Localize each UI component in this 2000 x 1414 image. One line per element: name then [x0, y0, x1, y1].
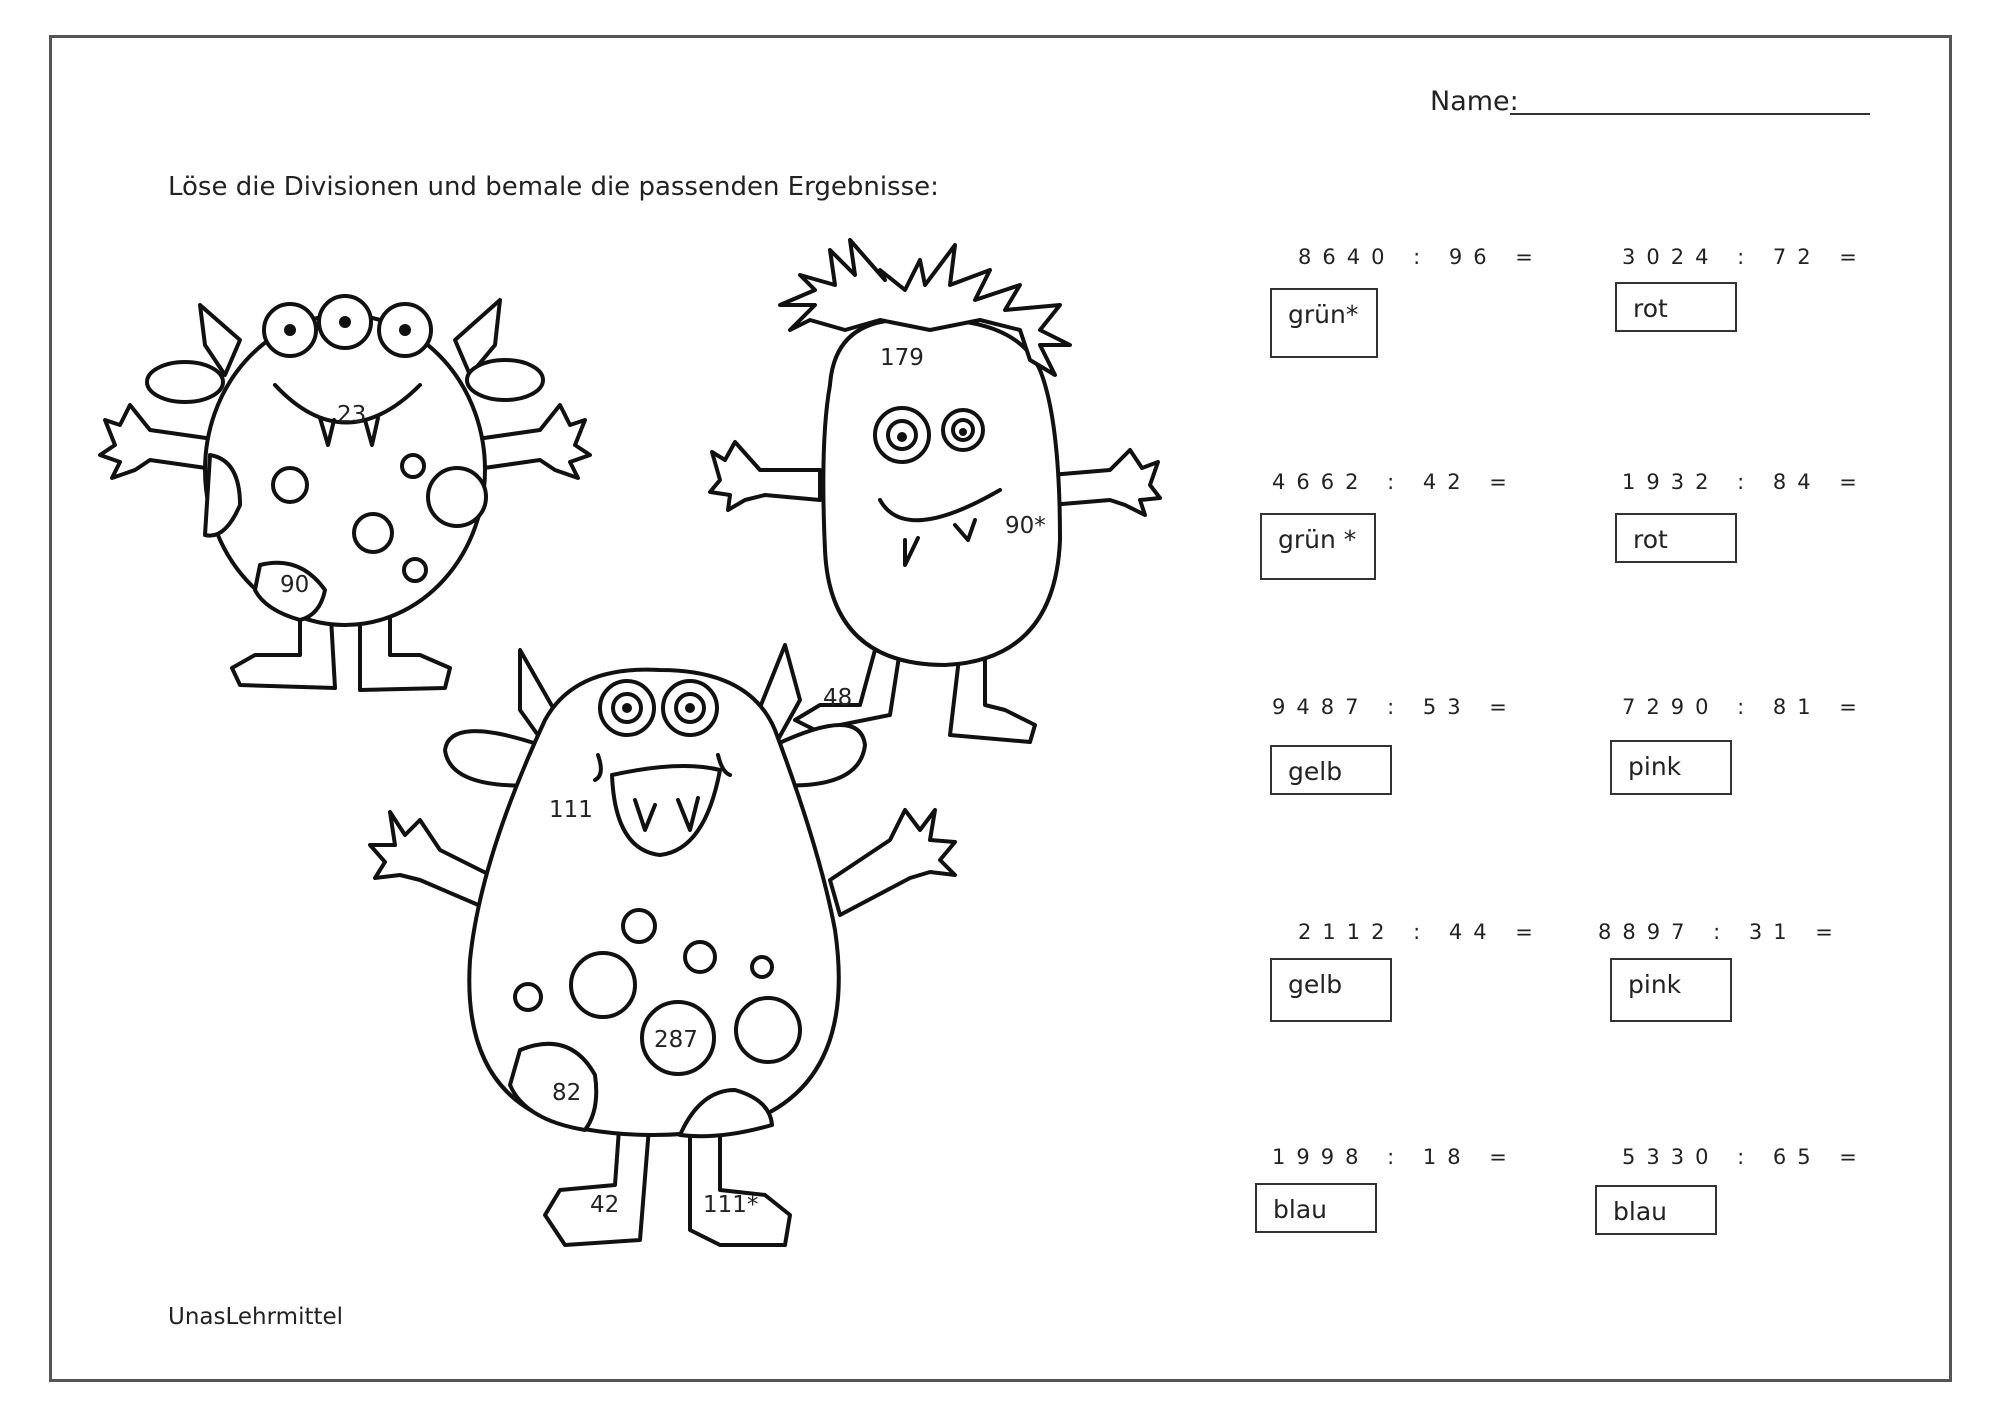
problem-3-answer[interactable]: grün * — [1260, 513, 1376, 580]
m1-mouth-number: 23 — [337, 402, 367, 428]
monster-right-body — [823, 320, 1060, 665]
problem-5-answer[interactable]: gelb — [1270, 745, 1392, 795]
problem-2-answer[interactable]: rot — [1615, 282, 1737, 332]
name-label: Name: — [1430, 86, 1519, 117]
problem-4-task: 1932 : 84 = — [1622, 470, 1868, 494]
footer-credit: UnasLehrmittel — [168, 1304, 344, 1330]
m1-belly-number: 90 — [280, 572, 310, 598]
monster-left-ear-right — [467, 360, 543, 400]
m3-spot2-number: 82 — [552, 1080, 582, 1106]
monster-left-ear-left — [147, 362, 223, 402]
monster-right-arm-right — [1050, 450, 1160, 515]
problem-8-task: 8897 : 31 = — [1598, 920, 1844, 944]
problem-1-task: 8640 : 96 = — [1298, 245, 1544, 269]
m3-foot-left-number: 42 — [590, 1192, 620, 1218]
problem-3-task: 4662 : 42 = — [1272, 470, 1518, 494]
monster-right-arm-left — [710, 442, 820, 510]
problem-7-task: 2112 : 44 = — [1298, 920, 1544, 944]
monster-center-arm-right — [830, 810, 955, 915]
problem-2-task: 3024 : 72 = — [1622, 245, 1868, 269]
problem-6-answer[interactable]: pink — [1610, 740, 1732, 795]
problem-4-answer[interactable]: rot — [1615, 513, 1737, 563]
monster-left-arm-right — [470, 405, 590, 478]
m3-mouth-number: 111 — [549, 797, 593, 823]
m3-spot-number: 287 — [654, 1027, 698, 1053]
m2-foot-number: 48 — [823, 685, 853, 711]
problem-6-task: 7290 : 81 = — [1622, 695, 1868, 719]
instruction-text: Löse die Divisionen und bemale die passenden Ergebnisse: — [168, 172, 939, 202]
problem-5-task: 9487 : 53 = — [1272, 695, 1518, 719]
problem-10-task: 5330 : 65 = — [1622, 1145, 1868, 1169]
m3-foot-right-number: 111* — [703, 1192, 759, 1218]
m2-hair-number: 179 — [880, 345, 924, 371]
problem-7-answer[interactable]: gelb — [1270, 958, 1392, 1022]
problem-8-answer[interactable]: pink — [1610, 958, 1732, 1022]
monster-left-arm-left — [100, 405, 220, 478]
problem-9-task: 1998 : 18 = — [1272, 1145, 1518, 1169]
monster-left — [100, 296, 590, 690]
problem-1-answer[interactable]: grün* — [1270, 288, 1378, 358]
m2-side-number: 90* — [1005, 513, 1046, 539]
problem-9-answer[interactable]: blau — [1255, 1183, 1377, 1233]
problem-10-answer[interactable]: blau — [1595, 1185, 1717, 1235]
monster-center — [370, 645, 955, 1245]
